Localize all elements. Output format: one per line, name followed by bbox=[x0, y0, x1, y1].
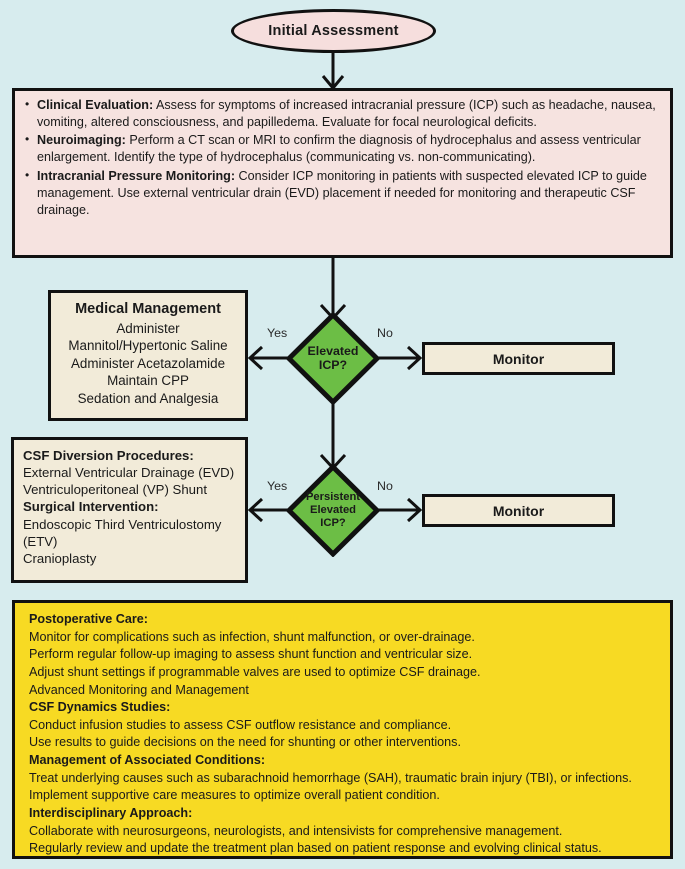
assessment-bullet-list bbox=[15, 91, 670, 226]
decision-diamond-shape bbox=[286, 464, 380, 557]
postoperative-line: Postoperative Care: bbox=[29, 612, 148, 626]
edge-assessment-to-decision1 bbox=[321, 258, 345, 318]
decision-2-line: ICP? bbox=[320, 517, 346, 530]
postoperative-line: Management of Associated Conditions: bbox=[29, 753, 266, 767]
csf-diversion-line: (ETV) bbox=[23, 533, 58, 549]
assessment-bullet-item bbox=[25, 168, 658, 219]
node-medical-management bbox=[48, 290, 248, 421]
medical-management-body bbox=[51, 293, 245, 415]
initial-assessment-label: Initial Assessment bbox=[268, 23, 399, 39]
csf-diversion-line: Ventriculoperitoneal (VP) Shunt bbox=[23, 482, 207, 498]
node-monitor-1 bbox=[422, 342, 615, 375]
decision-2-line: Persistent bbox=[305, 490, 361, 503]
node-decision-persistent-elevated-icp[interactable] bbox=[286, 464, 380, 557]
postoperative-line: CSF Dynamics Studies: bbox=[29, 700, 171, 715]
node-assessment-details bbox=[12, 88, 673, 258]
medical-management-line: Administer bbox=[116, 320, 180, 336]
postoperative-body bbox=[15, 603, 670, 866]
edge-label-decision2-no: No bbox=[377, 479, 393, 493]
assessment-bullet-item bbox=[25, 97, 658, 131]
postoperative-line: Advanced Monitoring and Management bbox=[29, 682, 249, 697]
csf-diversion-line: Surgical Intervention: bbox=[23, 499, 159, 515]
postoperative-line: Adjust shunt settings if programmable valves are used to optimize CSF drainage. bbox=[29, 664, 481, 679]
csf-diversion-body bbox=[14, 440, 245, 575]
postoperative-line: Treat underlying causes such as subarachnoid hemorrhage (SAH), traumatic brain injury (TBI), or infections. bbox=[29, 770, 632, 785]
decision-2-line: Elevated bbox=[309, 503, 357, 516]
medical-management-line: Mannitol/Hypertonic Saline bbox=[68, 338, 228, 354]
edge-label-decision1-no: No bbox=[377, 326, 393, 340]
postoperative-line: Conduct infusion studies to assess CSF outflow resistance and compliance. bbox=[29, 717, 452, 732]
postoperative-line: Regularly review and update the treatment plan based on patient response and evolving clinical status. bbox=[29, 841, 602, 856]
postoperative-line: Perform regular follow-up imaging to assess shunt function and ventricular size. bbox=[29, 647, 473, 662]
csf-diversion-line: Endoscopic Third Ventriculostomy bbox=[23, 516, 222, 532]
node-decision-elevated-icp[interactable] bbox=[286, 312, 380, 405]
assessment-text: Assess for symptoms of increased intracranial pressure (ICP) such as headache, nausea, vomiting, altered consciousness, and papilledema. Evaluate for focal neurological deficits. bbox=[37, 98, 656, 130]
assessment-term: Neuroimaging: bbox=[37, 133, 126, 148]
postoperative-line: Interdisciplinary Approach: bbox=[29, 805, 193, 820]
edge-decision2-no bbox=[373, 499, 420, 521]
decision-1-line: Elevated bbox=[307, 343, 359, 358]
postoperative-line: Implement supportive care measures to optimize overall patient condition. bbox=[29, 788, 440, 803]
node-monitor-2 bbox=[422, 494, 615, 527]
assessment-term: Intracranial Pressure Monitoring: bbox=[37, 168, 236, 183]
monitor-2-label: Monitor bbox=[492, 502, 545, 519]
medical-management-line: Sedation and Analgesia bbox=[77, 390, 219, 406]
decision-diamond-shape bbox=[286, 312, 380, 405]
edge-label-decision2-yes: Yes bbox=[267, 479, 288, 493]
edge-start-to-assessment bbox=[323, 52, 343, 88]
postoperative-line: Collaborate with neurosurgeons, neurologists, and intensivists for comprehensive management. bbox=[29, 823, 563, 838]
medical-management-heading: Medical Management bbox=[75, 301, 221, 317]
csf-diversion-line: Cranioplasty bbox=[23, 550, 97, 566]
node-initial-assessment[interactable] bbox=[231, 9, 436, 53]
csf-diversion-line: External Ventricular Drainage (EVD) bbox=[23, 465, 235, 481]
assessment-text: Consider ICP monitoring in patients with suspected elevated ICP to guide management. Use external ventricular drain (EVD) placement if needed for monitoring and therapeutic CSF drainage. bbox=[37, 168, 647, 217]
assessment-bullet-item bbox=[25, 132, 658, 166]
medical-management-line: Administer Acetazolamide bbox=[70, 355, 226, 371]
postoperative-line: Monitor for complications such as infection, shunt malfunction, or over-drainage. bbox=[29, 629, 475, 644]
edge-decision1-no bbox=[373, 347, 420, 369]
assessment-term: Clinical Evaluation: bbox=[37, 98, 154, 112]
assessment-text: Perform a CT scan or MRI to confirm the diagnosis of hydrocephalus and assess ventricular enlargement. Identify the type of hydrocephalus (communicating vs. non-communicating). bbox=[37, 133, 641, 165]
monitor-1-label: Monitor bbox=[492, 350, 545, 367]
csf-diversion-line: CSF Diversion Procedures: bbox=[23, 448, 194, 463]
medical-management-line: Maintain CPP bbox=[107, 373, 189, 389]
postoperative-line: Use results to guide decisions on the need for shunting or other interventions. bbox=[29, 735, 461, 750]
edge-decision1-to-decision2 bbox=[321, 400, 345, 468]
decision-1-line: ICP? bbox=[318, 357, 348, 372]
node-csf-diversion bbox=[11, 437, 248, 583]
node-postoperative-care bbox=[12, 600, 673, 859]
edge-label-decision1-yes: Yes bbox=[267, 326, 288, 340]
